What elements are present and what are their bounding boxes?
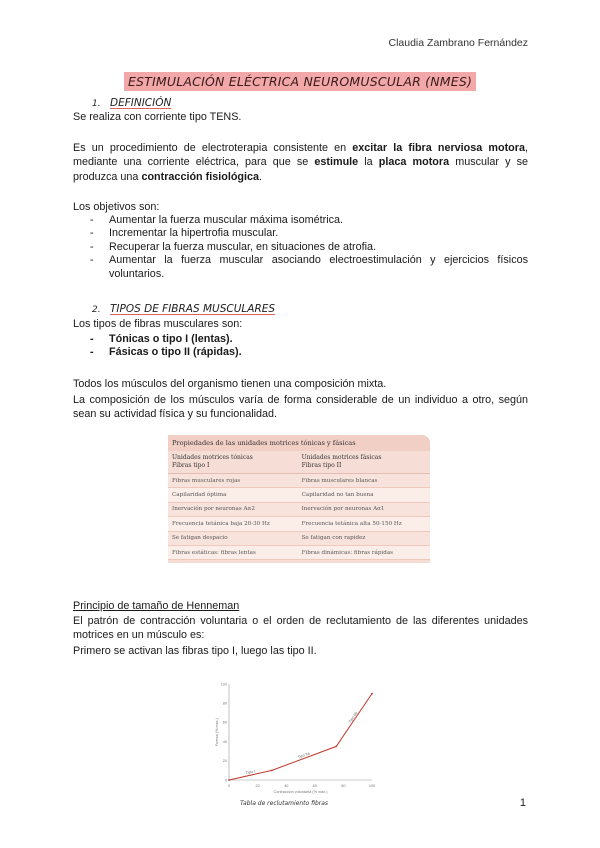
list-item: - Recuperar la fuerza muscular, en situaciones de atrofia. [73, 241, 528, 254]
paragraph-variation: La composición de los músculos varía de forma considerable de un individuo a otro, según sean su actividad física y su funcionalidad. [73, 394, 528, 421]
x-tick-label: 20 [255, 784, 260, 788]
y-tick-label: 100 [220, 682, 227, 687]
emphasis-text: placa motora [378, 156, 450, 169]
fiber-types-list [73, 333, 528, 360]
paragraph-definition: Es un procedimiento de electroterapia consistente en excitar la fibra nerviosa motora, mediante una corriente eléctrica, para que se estimule la placa motora muscular y se produzca una contracción fisiológica. [73, 142, 529, 183]
table-cell: Inervación por neuronas Aα2 [168, 502, 298, 516]
data-point [228, 779, 230, 781]
list-item: - Aumentar la fuerza muscular asociando electroestimulación y ejercicios físicos voluntarios. [73, 254, 528, 281]
x-tick-label: 100 [368, 784, 376, 788]
list-item: - Fásicas o tipo II (rápidas). [73, 346, 528, 359]
x-axis-label: Contracción voluntaria (% máx.) [273, 790, 328, 794]
table-row [168, 545, 430, 559]
section-title: DEFINICIÓN [110, 97, 172, 109]
author-name: Claudia Zambrano Fernández [388, 37, 528, 49]
table-row [168, 488, 430, 502]
handwritten-caption: Tabla de reclutamiento fibras [240, 800, 329, 807]
list-item: - Aumentar la fuerza muscular máxima isométrica. [73, 214, 528, 227]
x-tick-label: 80 [341, 784, 346, 788]
table-cell: Capilaridad óptima [168, 488, 298, 502]
section-number: 1. [92, 99, 101, 109]
table-cell: Capilaridad no tan buena [298, 488, 430, 502]
recruitment-chart [212, 676, 382, 798]
x-tick-label: 60 [312, 784, 317, 788]
section-number: 2. [92, 305, 101, 315]
paragraph-tens: Se realiza con corriente tipo TENS. [73, 111, 242, 123]
section-heading-definicion [92, 97, 171, 109]
data-point [271, 770, 273, 772]
table-cell: Fibras musculares rojas [168, 474, 298, 488]
objectives-list [73, 214, 528, 281]
emphasis-text: excitar la fibra nerviosa motora [352, 142, 525, 154]
henneman-paragraph-2: Primero se activan las fibras tipo I, luego las tipo II. [73, 645, 317, 657]
y-axis-label: Fuerza (% máx.) [215, 717, 219, 747]
section-title: TIPOS DE FIBRAS MUSCULARES [110, 303, 276, 315]
henneman-heading: Principio de tamaño de Henneman [73, 600, 240, 612]
segment-annotation: Tipo IIb [348, 711, 359, 724]
table-row [168, 502, 430, 516]
table-header-row [168, 451, 430, 474]
table-cell: Frecuencia tetánica baja 20-30 Hz [168, 517, 298, 531]
objectives-intro: Los objetivos son: [73, 201, 160, 213]
list-item: - Tónicas o tipo I (lentas). [73, 333, 528, 346]
emphasis-text: contracción fisiológica [141, 170, 260, 183]
emphasis-text: estimule [314, 156, 359, 169]
table-cell: Inervación por neuronas Aα1 [298, 502, 430, 516]
y-tick-label: 80 [222, 701, 227, 706]
table-cell: Fibras estáticas: fibras lentas [168, 545, 298, 559]
y-tick-label: 60 [222, 720, 227, 725]
table-caption: Propiedades de las unidades motrices tónicas y fásicas [168, 435, 430, 451]
henneman-paragraph: El patrón de contracción voluntaria o el orden de reclutamiento de las diferentes unidades motrices en un músculo es: [73, 615, 528, 642]
table-cell: Frecuencia tetánica alta 50-150 Hz [298, 517, 430, 531]
list-item: - Incrementar la hipertrofia muscular. [73, 227, 528, 240]
segment-annotation: Tipo IIa [297, 751, 311, 760]
table-cell: Se fatigan con rapidez [298, 531, 430, 545]
motor-units-table [168, 435, 430, 563]
data-point [335, 746, 337, 748]
table-cell: Fibras musculares blancas [298, 474, 430, 488]
y-tick-label: 20 [222, 759, 227, 764]
y-tick-label: 0 [224, 778, 227, 783]
paragraph-mixed: Todos los músculos del organismo tienen una composición mixta. [73, 378, 387, 390]
table-row [168, 474, 430, 488]
y-tick-label: 40 [222, 739, 227, 744]
table-header: Unidades motrices fásicas Fibras tipo II [298, 451, 430, 474]
segment-annotation: Tipo I [245, 769, 256, 776]
table-cell: Fibras dinámicas: fibras rápidas [298, 545, 430, 559]
table-row [168, 531, 430, 545]
section-heading-tipos [92, 303, 275, 315]
x-tick-label: 40 [284, 784, 289, 788]
data-point [371, 693, 373, 695]
x-tick-label: 0 [227, 784, 231, 788]
table-header: Unidades motrices tónicas Fibras tipo I [168, 451, 298, 474]
fiber-types-intro: Los tipos de fibras musculares son: [73, 318, 243, 330]
series-line [229, 694, 372, 780]
table-row [168, 517, 430, 531]
page-number: 1 [519, 797, 526, 809]
document-title: ESTIMULACIÓN ELÉCTRICA NEUROMUSCULAR (NMES) [124, 72, 476, 91]
table-cell: Se fatigan despacio [168, 531, 298, 545]
